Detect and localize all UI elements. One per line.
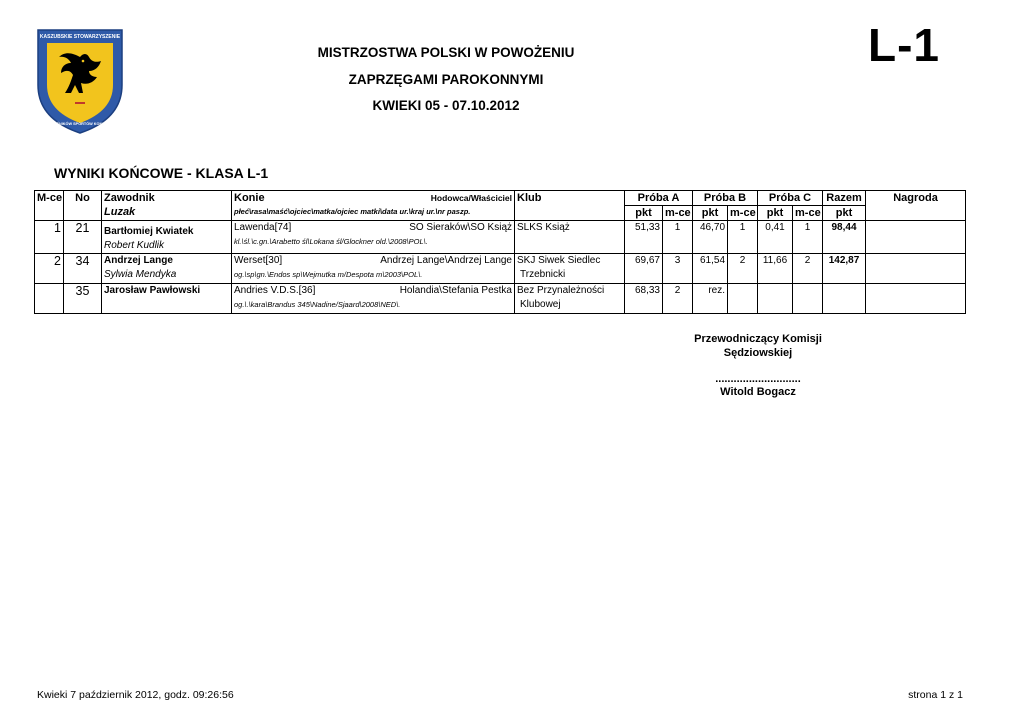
row-horses — [232, 284, 515, 314]
row-award — [866, 254, 966, 284]
header-a-pkt: pkt — [625, 206, 663, 221]
row-c-mce: 2 — [793, 254, 823, 284]
row-place: 2 — [35, 254, 64, 284]
row-owner: SO Sieraków\SO Książ — [409, 222, 512, 233]
header-driver-label: Zawodnik — [104, 192, 155, 204]
judge-role-line2: Sędziowskiej — [723, 347, 793, 359]
row-total — [823, 284, 866, 314]
row-club-line1: Bez Przynależności — [517, 285, 605, 296]
header-owner-label: Hodowca/Właściciel — [430, 193, 512, 203]
row-b-mce — [728, 284, 758, 314]
logo-text-top: KASZUBSKIE STOWARZYSZENIE — [39, 34, 121, 40]
header-driver — [102, 191, 232, 221]
row-driver — [102, 221, 232, 254]
row-place: 1 — [35, 221, 64, 254]
class-code: L-1 — [868, 19, 940, 71]
row-horses — [232, 221, 515, 254]
row-driver-name: Jarosław Pawłowski — [104, 285, 201, 296]
row-club-line2: Trzebnicki — [520, 269, 566, 280]
footer-timestamp: Kwieki 7 październik 2012, godz. 09:26:56 — [37, 689, 234, 701]
header-horses-sub: płeć\rasa\maść\ojciec\matka/ojciec matki\data ur.\kraj ur.\nr paszp. — [234, 207, 471, 216]
row-horse-name: Lawenda[74] — [234, 222, 292, 233]
row-c-pkt — [758, 284, 793, 314]
row-c-pkt: 11,66 — [758, 254, 793, 284]
organization-logo — [35, 27, 125, 135]
row-club-line2: Klubowej — [520, 299, 561, 310]
row-a-mce: 2 — [663, 284, 693, 314]
row-horse-name: Werset[30] — [234, 255, 283, 266]
row-award — [866, 284, 966, 314]
header-groom-label: Luzak — [104, 206, 136, 218]
row-owner: Holandia\Stefania Pestka — [399, 285, 512, 296]
logo-text-bottom: MIŁOŚNIKÓW SPORTÓW KONNYCH — [46, 122, 114, 126]
row-groom-name: Sylwia Mendyka — [104, 269, 177, 280]
row-club — [515, 254, 625, 284]
header-test-c: Próba C — [758, 191, 823, 206]
row-driver — [102, 284, 232, 314]
event-title: MISTRZOSTWA POLSKI W POWOŻENIU — [317, 45, 575, 60]
header-horses-label: Konie — [234, 192, 265, 204]
row-a-pkt: 69,67 — [625, 254, 663, 284]
header-number: No — [64, 191, 102, 221]
header-club: Klub — [515, 191, 625, 221]
row-number: 21 — [64, 221, 102, 254]
row-club-line1: SKJ Siwek Siedlec — [517, 255, 601, 266]
header-b-mce: m-ce — [728, 206, 758, 221]
row-driver — [102, 254, 232, 284]
header-horses — [232, 191, 515, 221]
row-b-pkt: rez. — [693, 284, 728, 314]
row-number: 35 — [64, 284, 102, 314]
header-b-pkt: pkt — [693, 206, 728, 221]
row-a-pkt: 68,33 — [625, 284, 663, 314]
header-award: Nagroda — [866, 191, 966, 221]
row-owner: Andrzej Lange\Andrzej Lange — [380, 255, 512, 266]
row-horse-details: og.\.\kara\Brandus 345\Nadine/Sjaard\2008\NED\. — [234, 300, 401, 309]
header-a-mce: m-ce — [663, 206, 693, 221]
header-test-a: Próba A — [625, 191, 693, 206]
row-total: 142,87 — [823, 254, 866, 284]
row-horse-details: og.\sp\gn.\Endos sp\Wejmutka m/Despota m\2003\POL\. — [234, 270, 423, 279]
table-row — [35, 284, 966, 314]
row-award — [866, 221, 966, 254]
row-a-pkt: 51,33 — [625, 221, 663, 254]
section-title: WYNIKI KOŃCOWE - KLASA L-1 — [54, 165, 269, 181]
row-b-pkt: 61,54 — [693, 254, 728, 284]
row-horse-name: Andries V.D.S.[36] — [234, 285, 316, 296]
header-c-mce: m-ce — [793, 206, 823, 221]
row-horses — [232, 254, 515, 284]
footer-page-number: strona 1 z 1 — [908, 689, 963, 701]
row-c-mce — [793, 284, 823, 314]
row-club — [515, 221, 625, 254]
table-row — [35, 221, 966, 254]
row-a-mce: 1 — [663, 221, 693, 254]
row-c-mce: 1 — [793, 221, 823, 254]
table-row — [35, 254, 966, 284]
header-place: M-ce — [35, 191, 64, 221]
header-total: Razem — [823, 191, 866, 206]
row-club-line1: SLKS Książ — [517, 222, 570, 233]
results-table — [34, 190, 966, 314]
row-driver-name: Andrzej Lange — [104, 255, 173, 266]
row-b-pkt: 46,70 — [693, 221, 728, 254]
header-total-pkt: pkt — [823, 206, 866, 221]
table-header-row — [35, 191, 966, 206]
row-total: 98,44 — [823, 221, 866, 254]
judge-role-line1: Przewodniczący Komisji — [694, 333, 822, 345]
row-b-mce: 2 — [728, 254, 758, 284]
event-date: KWIEKI 05 - 07.10.2012 — [372, 98, 520, 113]
row-place — [35, 284, 64, 314]
row-a-mce: 3 — [663, 254, 693, 284]
judge-name: Witold Bogacz — [720, 386, 796, 398]
header-c-pkt: pkt — [758, 206, 793, 221]
row-groom-name: Robert Kudlik — [104, 240, 165, 251]
header-test-b: Próba B — [693, 191, 758, 206]
row-horse-details: kl.\śl.\c.gn.\Arabetto śl\Lokana śl/Glockner old.\2008\POL\. — [234, 237, 428, 246]
row-club — [515, 284, 625, 314]
row-driver-name: Bartłomiej Kwiatek — [104, 226, 194, 237]
judge-signature-dots: ............................ — [715, 373, 801, 385]
row-number: 34 — [64, 254, 102, 284]
event-subtitle: ZAPRZĘGAMI PAROKONNYMI — [348, 72, 544, 87]
row-b-mce: 1 — [728, 221, 758, 254]
row-c-pkt: 0,41 — [758, 221, 793, 254]
